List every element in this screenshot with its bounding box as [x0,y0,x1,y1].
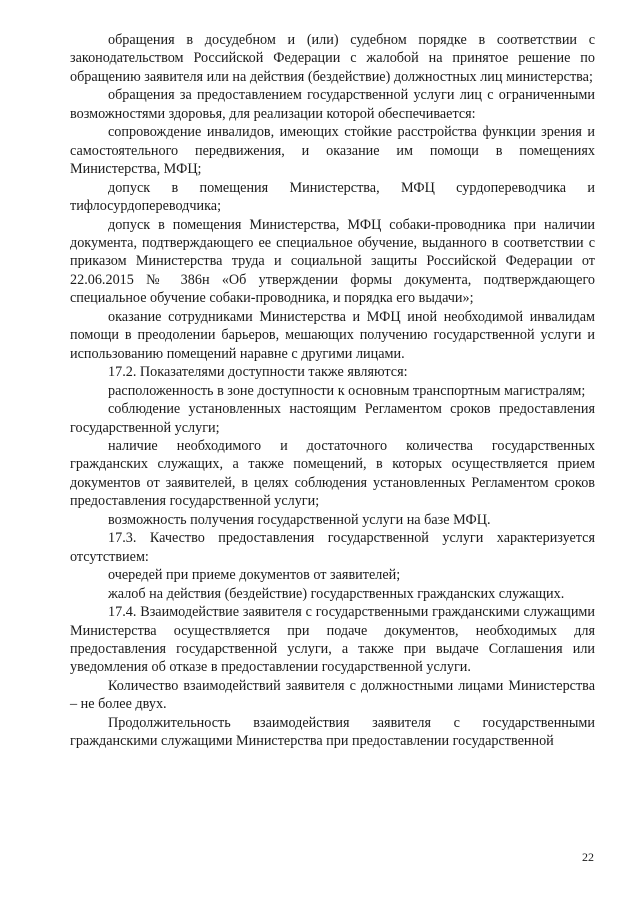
paragraph: обращения за предоставлением государственной услуги лиц с ограниченными возможностями здоровья, для реализации которой обеспечивается: [70,87,595,122]
paragraph: оказание сотрудниками Министерства и МФЦ иной необходимой инвалидам помощи в преодолении барьеров, мешающих получению государственной услуги и использованию помещений наравне с другими лицами. [70,308,595,362]
paragraph: очередей при приеме документов от заявителей; [108,567,401,584]
paragraph: возможность получения государственной услуги на базе МФЦ. [108,511,491,528]
page-body [70,31,595,751]
section-17-4-paragraph: 17.4. Взаимодействие заявителя с государственными гражданскими служащими Министерства осуществляется при подаче документов, необходимых для предоставления государственной услуги, а также при выдаче Соглашения или уведомления об отказе в предоставлении государственной услуги. [70,604,595,676]
paragraph: сопровождение инвалидов, имеющих стойкие расстройства функции зрения и самостоятельного передвижения, и оказание им помощи в помещениях Министерства, МФЦ; [70,124,595,178]
section-17-3-paragraph: 17.3. Качество предоставления государственной услуги характеризуется отсутствием: [70,530,595,565]
page-number: 22 [582,850,594,864]
paragraph: жалоб на действия (бездействие) государственных гражданских служащих. [108,585,565,602]
paragraph: допуск в помещения Министерства, МФЦ сурдопереводчика и тифлосурдопереводчика; [70,179,595,215]
paragraph: расположенность в зоне доступности к основным транспортным магистралям; [108,382,586,399]
section-17-2-paragraph: 17.2. Показателями доступности также являются: [108,364,408,381]
paragraph: наличие необходимого и достаточного количества государственных гражданских служащих, а также помещений, в которых осуществляется прием документов от заявителей, в целях соблюдения установленных Регламентом сроков предоставления государственной услуги; [70,437,595,510]
paragraph: Продолжительность взаимодействия заявителя с государственными гражданскими служащими Министерства при предоставлении государственной [70,714,595,750]
paragraph: Количество взаимодействий заявителя с должностными лицами Министерства – не более двух. [70,677,595,713]
paragraph: обращения в досудебном и (или) судебном порядке в соответствии с законодательством Российской Федерации с жалобой на принятое решение по обращению заявителя или на действия (бездействие) должностных лиц министерства; [70,32,595,85]
paragraph: соблюдение установленных настоящим Регламентом сроков предоставления государственной услуги; [70,401,595,436]
paragraph: допуск в помещения Министерства, МФЦ собаки-проводника при наличии документа, подтверждающего ее специальное обучение, выданного в соответствии с приказом Министерства труда и социальной защиты Российской Федерации от 22.06.2015 № 386н «Об утверждении формы документа, подтверждающего специальное обучение собаки-проводника, и порядка его выдачи»; [70,216,595,307]
